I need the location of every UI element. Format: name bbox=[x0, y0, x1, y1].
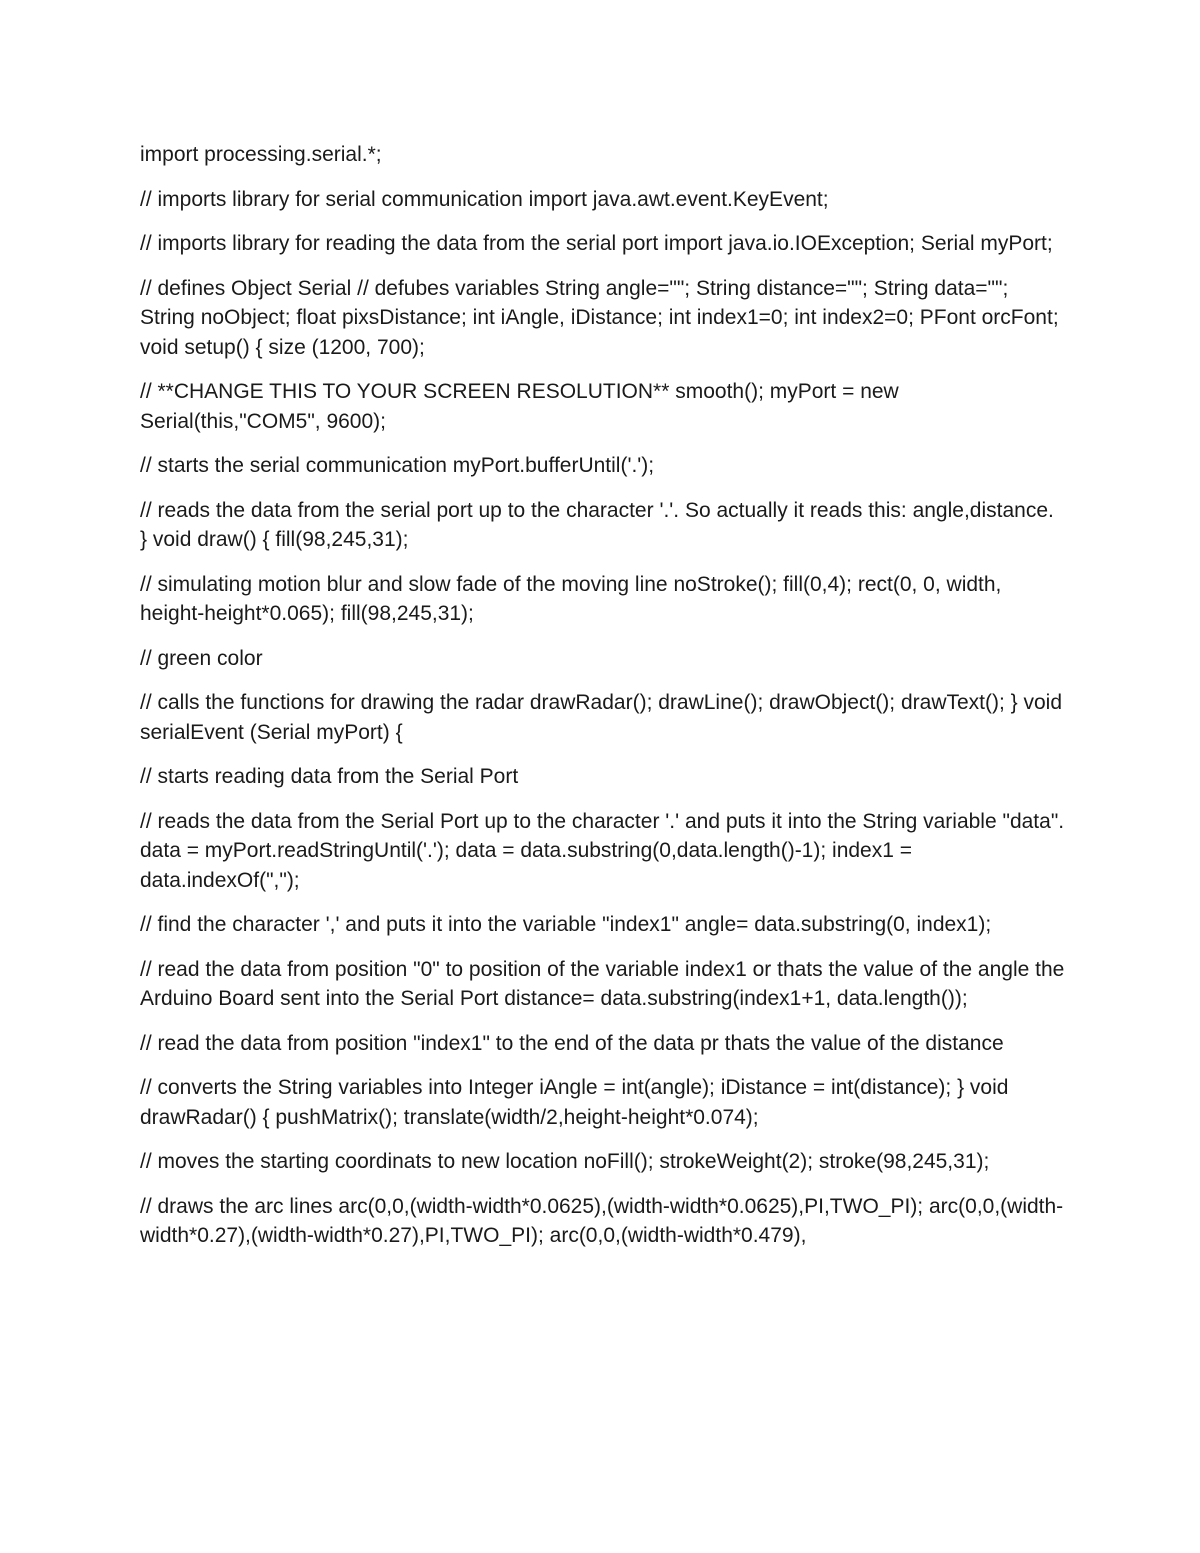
document-body bbox=[140, 140, 1065, 1266]
paragraph: // starts the serial communication myPort.bufferUntil('.'); bbox=[140, 454, 655, 477]
paragraph: // find the character ',' and puts it into the variable "index1" angle= data.substring(0, index1); bbox=[140, 913, 992, 936]
paragraph: // reads the data from the Serial Port up to the character '.' and puts it into the String variable "data". data = myPort.readStringUntil('.'); data = data.substring(0,data.length()-1); index1 = data.indexOf(","); bbox=[140, 809, 1065, 892]
paragraph: // starts reading data from the Serial Port bbox=[140, 765, 519, 788]
paragraph: // read the data from position "index1" to the end of the data pr thats the value of the distance bbox=[140, 1031, 1004, 1055]
paragraph: // read the data from position "0" to position of the variable index1 or thats the value of the angle the Arduino Board sent into the Serial Port distance= data.substring(index1+1, data.length()); bbox=[140, 957, 1065, 1010]
paragraph: // **CHANGE THIS TO YOUR SCREEN RESOLUTION** smooth(); myPort = new Serial(this,"COM5", 9600); bbox=[140, 380, 899, 433]
paragraph: import processing.serial.*; bbox=[140, 143, 382, 166]
paragraph: // imports library for serial communication import java.awt.event.KeyEvent; bbox=[140, 187, 829, 211]
paragraph: // draws the arc lines arc(0,0,(width-width*0.0625),(width-width*0.0625),PI,TWO_PI); arc(0,0,(width-width*0.27),(width-width*0.27),PI,TWO_PI); arc(0,0,(width-width*0.479), bbox=[140, 1194, 1064, 1247]
paragraph: // converts the String variables into Integer iAngle = int(angle); iDistance = int(distance); } void drawRadar() { pushMatrix(); translate(width/2,height-height*0.074); bbox=[140, 1076, 1009, 1129]
paragraph: // defines Object Serial // defubes variables String angle=""; String distance=""; String data=""; String noObject; float pixsDistance; int iAngle, iDistance; int index1=0; int index2=0; PFont orcFont; void setup() { size (1200, 700); bbox=[140, 276, 1059, 359]
paragraph: // green color bbox=[140, 646, 263, 670]
paragraph: // imports library for reading the data from the serial port import java.io.IOException; Serial myPort; bbox=[140, 232, 1053, 255]
paragraph: // moves the starting coordinats to new location noFill(); strokeWeight(2); stroke(98,245,31); bbox=[140, 1150, 990, 1173]
paragraph: // calls the functions for drawing the radar drawRadar(); drawLine(); drawObject(); drawText(); } void serialEvent (Serial myPort) { bbox=[140, 691, 1063, 744]
paragraph: // reads the data from the serial port up to the character '.'. So actually it reads this: angle,distance. } void draw() { fill(98,245,31); bbox=[140, 498, 1054, 551]
paragraph: // simulating motion blur and slow fade of the moving line noStroke(); fill(0,4); rect(0, 0, width, height-height*0.065); fill(98,245,31); bbox=[140, 572, 1002, 625]
